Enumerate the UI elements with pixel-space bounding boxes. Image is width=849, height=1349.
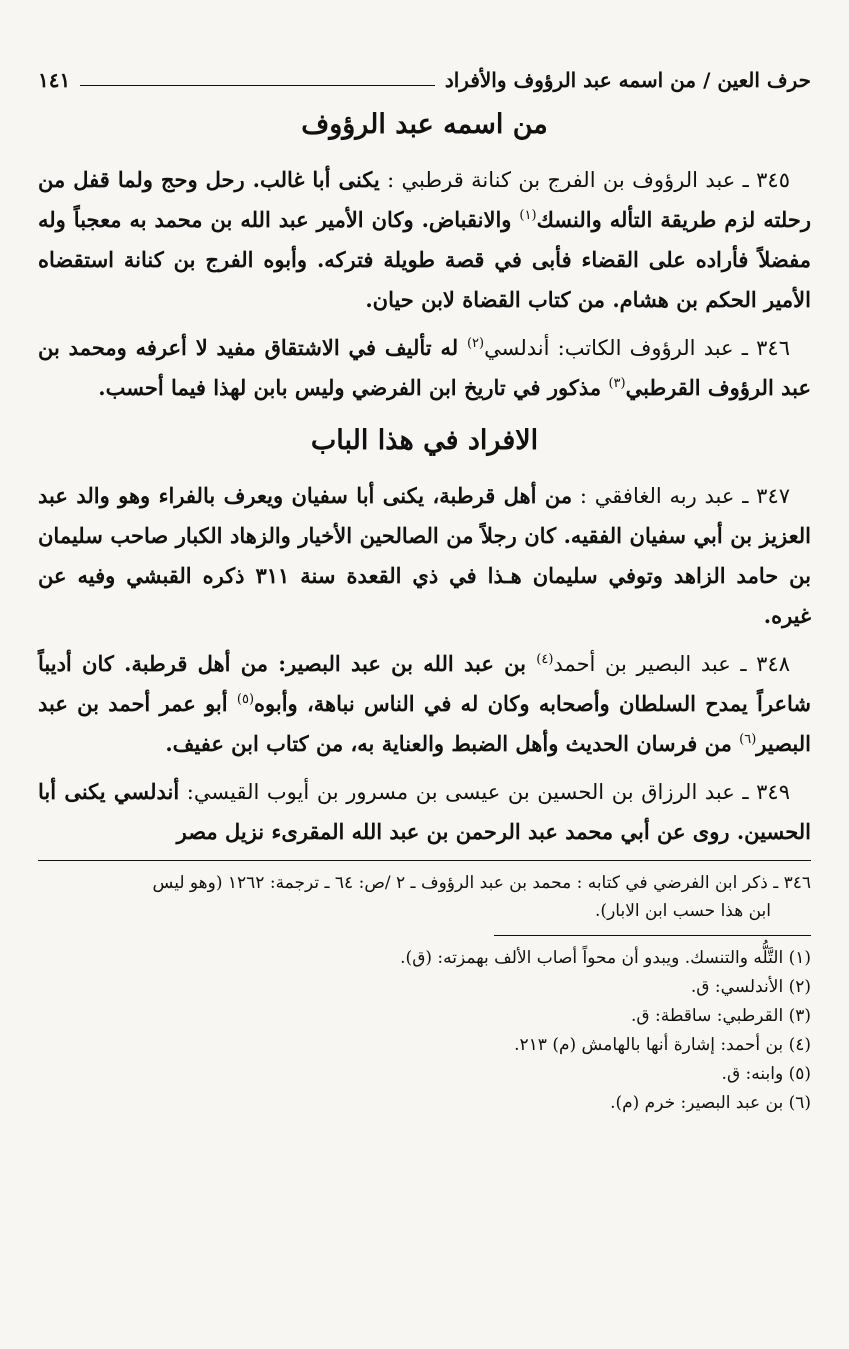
- footnote-ref-4: (٤): [536, 652, 554, 667]
- editor-note-line: ابن هذا حسب ابن الابار).: [595, 901, 771, 921]
- footnote-ref-1: (١): [519, 208, 537, 223]
- entry-text: مذكور في تاريخ ابن الفرضي وليس بابن لهذا فيما أحسب.: [98, 375, 609, 400]
- running-title: حرف العين / من اسمه عبد الرؤوف والأفراد: [444, 68, 811, 92]
- footnote-ref-6: (٦): [739, 732, 757, 747]
- entry-name: عبد الرؤوف الكاتب: أندلسي: [484, 336, 742, 360]
- footnote-ref-3: (٣): [608, 376, 626, 391]
- entry-345: [38, 160, 811, 320]
- entry-text: له تأليف في الاشتقاق مفيد لا أعرفه ومحمد بن عبد الرؤوف القرطبي: [38, 335, 811, 400]
- footnote-5: (٥) وابنه: ق.: [721, 1064, 811, 1084]
- entry-number: ٣٤٩ ـ: [742, 780, 790, 804]
- editor-note-346: [38, 869, 811, 925]
- footnote-1: (١) التَّلُّه والتنسك. ويبدو أن محواً أصاب الألف بهمزته: (ق).: [400, 948, 811, 968]
- footnote-6: (٦) بن عبد البصير: خرم (م).: [610, 1093, 811, 1113]
- entry-name: عبد البصير بن أحمد: [553, 652, 741, 676]
- footnote-separator: [494, 935, 811, 936]
- footnote-3: (٣) القرطبي: ساقطة: ق.: [631, 1006, 811, 1026]
- header-rule: [80, 85, 435, 86]
- entry-number: ٣٤٧ ـ: [742, 484, 791, 508]
- entry-text: أبو عمر أحمد بن عبد البصير: [38, 691, 811, 756]
- page-number: ١٤١: [38, 68, 71, 92]
- entry-348: [38, 644, 811, 764]
- entry-name: عبد الرؤوف بن الفرج بن كنانة قرطبي :: [379, 168, 743, 192]
- footnote-ref-5: (٥): [236, 692, 255, 707]
- entry-346: [38, 328, 811, 408]
- entry-text: والانقباض. وكان الأمير عبد الله بن محمد به معجباً وله مفضلاً فأراده على القضاء فأبى في قصة طويلة فتركه. وأبوه الفرج بن كنانة استقضاه الأمير الحكم بن هشام. من كتاب القضاة لابن حيان.: [38, 207, 811, 312]
- entry-number: ٣٤٥ ـ: [742, 168, 790, 192]
- entry-name: عبد ربه الغافقي :: [572, 484, 743, 508]
- footnote-separator: [38, 860, 811, 861]
- entry-text: أندلسي يكنى أبا الحسين. روى عن أبي محمد عبد الرحمن بن عبد الله المقرىء نزيل مصر: [38, 779, 811, 844]
- entry-number: ٣٤٨ ـ: [740, 652, 791, 676]
- footnote-4: (٤) بن أحمد: إشارة أنها بالهامش (م) ٢١٣.: [514, 1035, 811, 1055]
- entry-349: [38, 772, 811, 852]
- footnote-ref-2: (٢): [466, 336, 485, 351]
- section-title-abd-alrauf: من اسمه عبد الرؤوف: [301, 109, 548, 140]
- footnote-2: (٢) الأندلسي: ق.: [690, 977, 811, 997]
- editor-note-line: ٣٤٦ ـ ذكر ابن الفرضي في كتابه : محمد بن عبد الرؤوف ـ ٢ /ص: ٦٤ ـ ترجمة: ١٢٦٢ (وهو ليس: [152, 873, 811, 893]
- footnotes: [38, 944, 811, 1118]
- section-title-afrad: الافراد في هذا الباب: [310, 425, 539, 456]
- entry-text: يكنى أبا غالب. رحل وحج ولما قفل من رحلته لزم طريقة التأله والنسك: [38, 167, 811, 232]
- entry-347: [38, 476, 811, 636]
- running-header: [38, 58, 811, 92]
- entry-text: من فرسان الحديث وأهل الضبط والعناية به، من كتاب ابن عفيف.: [165, 731, 740, 756]
- entry-number: ٣٤٦ ـ: [741, 336, 790, 360]
- book-page: [38, 58, 811, 1118]
- entry-name: عبد الرزاق بن الحسين بن عيسى بن مسرور بن أيوب القيسي:: [179, 780, 743, 804]
- entry-text: بن عبد الله بن عبد البصير: من أهل قرطبة. كان أديباً شاعراً يمدح السلطان وأصحابه وكان له في الناس نباهة، وأبوه: [38, 651, 812, 716]
- entry-text: من أهل قرطبة، يكنى أبا سفيان ويعرف بالفراء وهو والد عبد العزيز بن أبي سفيان الفقيه. كان رجلاً من الصالحين الأخيار والزهاد الكبار صاحب سليمان بن حامد الزاهد وتوفي سليمان هـذا في ذي القعدة سنة ٣١١ ذكره القبشي وفيه عن غيره.: [38, 483, 812, 628]
